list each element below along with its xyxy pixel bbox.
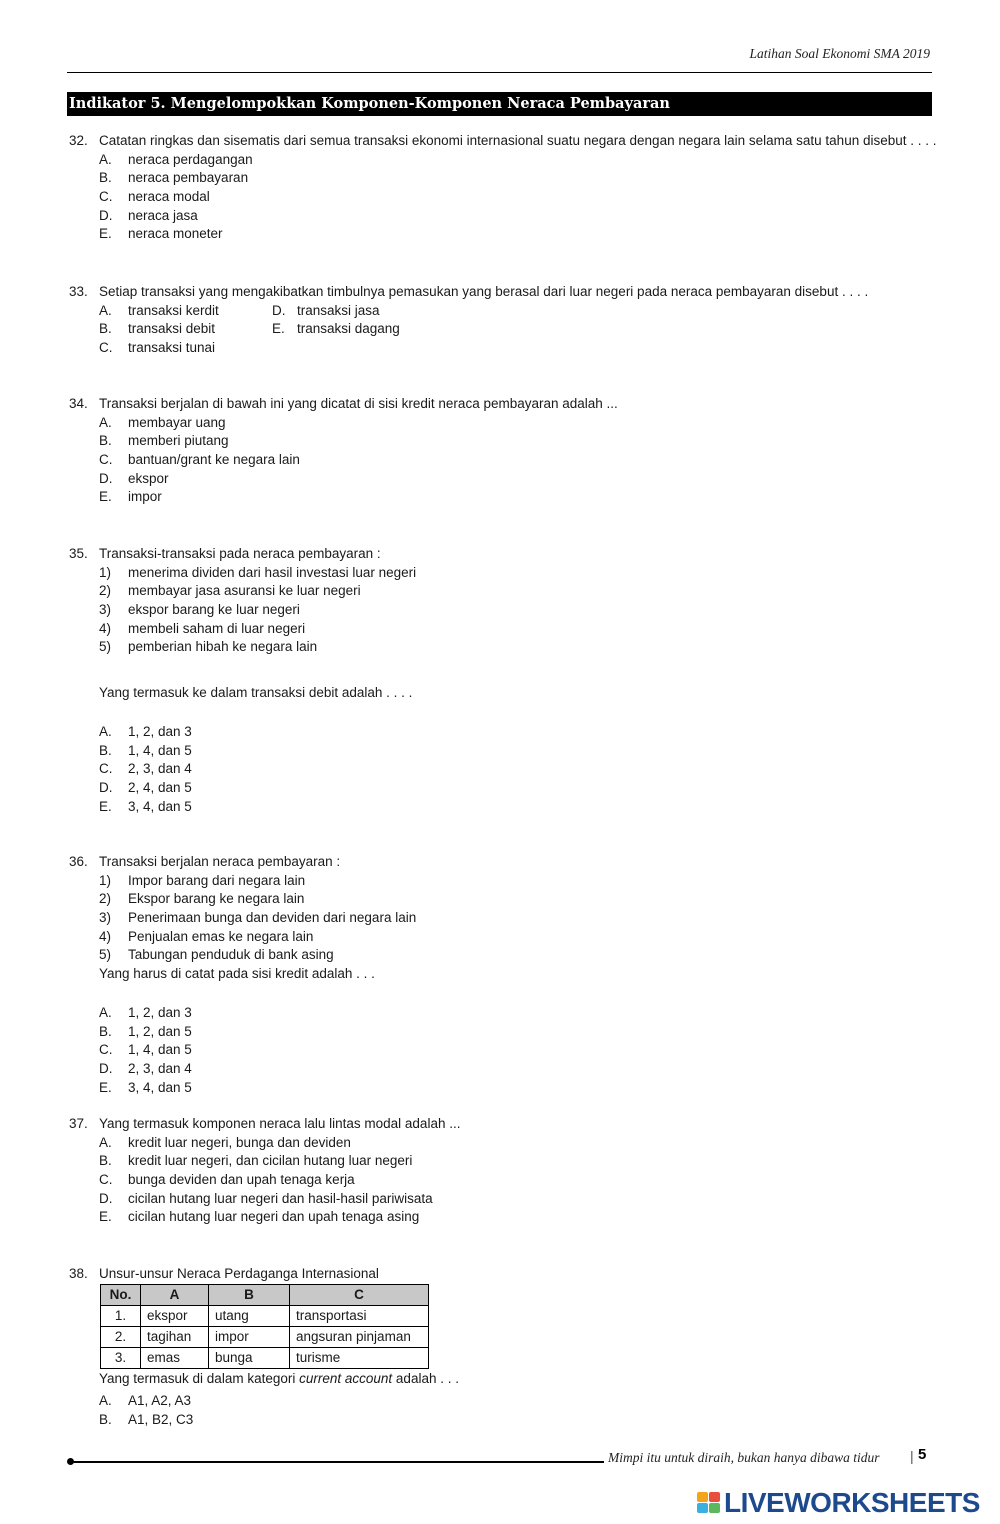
option-text: neraca pembayaran — [128, 170, 249, 186]
option-a[interactable] — [69, 1004, 375, 1023]
question-prompt: Yang harus di catat pada sisi kredit adalah . . . — [99, 966, 375, 982]
option-label: D. — [99, 207, 113, 223]
option-label: D. — [99, 1060, 113, 1076]
table-cell: ekspor — [141, 1305, 209, 1326]
option-label: B. — [99, 1023, 112, 1039]
option-text: 1, 4, dan 5 — [128, 742, 192, 758]
option-c[interactable] — [69, 760, 412, 779]
option-text: 1, 2, dan 3 — [128, 723, 192, 739]
table-row — [101, 1347, 429, 1368]
table-cell: 1. — [101, 1305, 141, 1326]
question-prompt: Yang termasuk ke dalam transaksi debit adalah . . . . — [99, 685, 413, 701]
unsur-table — [100, 1284, 429, 1369]
brand-name: LIVEWORKSHEETS — [724, 1487, 980, 1518]
table-header-cell: No. — [101, 1284, 141, 1305]
option-text: membayar uang — [128, 414, 226, 430]
table-cell: emas — [141, 1347, 209, 1368]
item-text: membeli saham di luar negeri — [128, 620, 306, 636]
section-title: Indikator 5. Mengelompokkan Komponen-Komponen Neraca Pembayaran — [67, 92, 932, 116]
item-text: pemberian hibah ke negara lain — [128, 639, 318, 655]
item-text: membayar jasa asuransi ke luar negeri — [128, 583, 361, 599]
table-cell: utang — [209, 1305, 290, 1326]
option-text: 2, 3, dan 4 — [128, 1060, 192, 1076]
option-d[interactable] — [69, 779, 412, 798]
option-label: B. — [99, 1412, 112, 1428]
option-label: D. — [99, 779, 113, 795]
option-label: A. — [99, 302, 112, 318]
page-number: 5 — [918, 1446, 927, 1463]
question-number: 37. — [69, 1116, 88, 1131]
question-text: Yang termasuk komponen neraca lalu lintas modal adalah ... — [99, 1116, 461, 1131]
option-label: A. — [99, 723, 112, 739]
footer-divider — [69, 1461, 604, 1463]
question-prompt — [69, 1370, 459, 1389]
option-text: kredit luar negeri, bunga dan deviden — [128, 1134, 351, 1150]
question-number: 38. — [69, 1266, 88, 1281]
option-text: A1, A2, A3 — [128, 1393, 192, 1409]
option-text: ekspor — [128, 470, 169, 486]
item-label: 4) — [99, 620, 112, 636]
list-item — [69, 601, 412, 620]
prompt-emphasis: current account — [299, 1370, 393, 1386]
item-text: Tabungan penduduk di bank asing — [128, 947, 334, 963]
footer-motto: Mimpi itu untuk diraih, bukan hanya dibawa tidur — [608, 1450, 880, 1465]
option-text: 1, 2, dan 3 — [128, 1004, 192, 1020]
option-label: B. — [99, 433, 112, 449]
option-text: neraca jasa — [128, 207, 198, 223]
option-text: transaksi dagang — [297, 321, 400, 337]
option-text: 2, 4, dan 5 — [128, 779, 192, 795]
option-text: transaksi kerdit — [128, 302, 219, 318]
option-b[interactable] — [69, 1023, 375, 1042]
option-text: impor — [128, 489, 162, 505]
option-label: B. — [99, 170, 112, 186]
option-label: D. — [272, 302, 286, 318]
liveworksheets-logo-icon — [697, 1492, 721, 1514]
option-text: neraca perdagangan — [128, 151, 253, 167]
option-label: C. — [99, 761, 113, 777]
question-text: Transaksi-transaksi pada neraca pembayaran : — [99, 546, 381, 561]
option-label: A. — [99, 1134, 112, 1150]
option-c[interactable] — [69, 1041, 375, 1060]
question-text: Transaksi berjalan neraca pembayaran : — [99, 854, 341, 869]
option-label: B. — [99, 742, 112, 758]
item-label: 5) — [99, 947, 112, 963]
option-label: C. — [99, 452, 113, 468]
table-cell: impor — [209, 1326, 290, 1347]
table-row — [101, 1305, 429, 1326]
option-b[interactable] — [99, 320, 216, 339]
item-label: 1) — [99, 872, 112, 888]
option-label: E. — [99, 1209, 112, 1225]
prompt-text: adalah . . . — [392, 1370, 459, 1386]
table-header-cell: A — [141, 1284, 209, 1305]
item-text: menerima dividen dari hasil investasi luar negeri — [128, 564, 417, 580]
item-label: 1) — [99, 564, 112, 580]
option-a[interactable] — [69, 1392, 459, 1411]
option-text: 2, 3, dan 4 — [128, 761, 192, 777]
question-text: Setiap transaksi yang mengakibatkan timbulnya pemasukan yang berasal dari luar negeri pada neraca pembayaran disebut . . . . — [99, 284, 869, 299]
option-label: E. — [99, 1079, 112, 1095]
question-38 — [69, 1265, 459, 1430]
item-text: ekspor barang ke luar negeri — [128, 602, 300, 618]
option-text: bunga deviden dan upah tenaga kerja — [128, 1172, 355, 1188]
table-cell: tagihan — [141, 1326, 209, 1347]
prompt-text: Yang termasuk di dalam kategori — [99, 1370, 300, 1386]
option-text: kredit luar negeri, dan cicilan hutang luar negeri — [128, 1153, 413, 1169]
option-label: A. — [99, 1393, 112, 1409]
option-label: C. — [99, 189, 113, 205]
item-label: 3) — [99, 910, 112, 926]
option-label: D. — [99, 1190, 113, 1206]
list-item — [69, 582, 412, 601]
list-item — [69, 638, 412, 657]
option-text: bantuan/grant ke negara lain — [128, 452, 300, 468]
question-text: Transaksi berjalan di bawah ini yang dicatat di sisi kredit neraca pembayaran adalah ... — [99, 396, 618, 411]
question-36 — [69, 853, 417, 1097]
option-text: transaksi tunai — [128, 340, 216, 356]
option-d[interactable] — [272, 302, 380, 321]
option-label: B. — [99, 1153, 112, 1169]
list-item — [69, 620, 412, 639]
question-35 — [69, 545, 417, 816]
table-cell: angsuran pinjaman — [290, 1326, 429, 1347]
option-text: transaksi jasa — [297, 302, 380, 318]
list-item — [69, 872, 375, 891]
option-text: 3, 4, dan 5 — [128, 798, 192, 814]
list-item — [69, 946, 375, 965]
table-cell: transportasi — [290, 1305, 429, 1326]
table-header-row — [101, 1284, 429, 1305]
option-label: B. — [99, 321, 112, 337]
list-item — [69, 564, 417, 583]
option-e[interactable] — [69, 1079, 375, 1098]
option-label: A. — [99, 1004, 112, 1020]
question-number: 34. — [69, 396, 88, 411]
question-number: 32. — [69, 133, 88, 148]
item-text: Impor barang dari negara lain — [128, 872, 306, 888]
option-a[interactable] — [99, 302, 219, 321]
question-text: Unsur-unsur Neraca Perdaganga Internasional — [99, 1266, 379, 1281]
table-cell: 3. — [101, 1347, 141, 1368]
question-text: Catatan ringkas dan sisematis dari semua transaksi ekonomi internasional suatu negara dengan negara lain selama satu tahun disebut . . . . — [99, 133, 937, 148]
table-cell: turisme — [290, 1347, 429, 1368]
option-text: A1, B2, C3 — [128, 1412, 194, 1428]
item-label: 4) — [99, 928, 112, 944]
option-text: cicilan hutang luar negeri dan upah tenaga asing — [128, 1209, 420, 1225]
item-label: 2) — [99, 583, 112, 599]
option-label: A. — [99, 151, 112, 167]
option-b[interactable] — [69, 742, 412, 761]
list-item — [69, 890, 375, 909]
item-text: Penjualan emas ke negara lain — [128, 928, 314, 944]
item-label: 2) — [99, 891, 112, 907]
list-item — [69, 928, 375, 947]
footer-separator: | — [910, 1448, 914, 1464]
option-label: C. — [99, 1172, 113, 1188]
option-text: cicilan hutang luar negeri dan hasil-hasil pariwisata — [128, 1190, 433, 1206]
question-number: 36. — [69, 854, 88, 869]
table-header-cell: B — [209, 1284, 290, 1305]
table-row — [101, 1326, 429, 1347]
option-a[interactable] — [69, 723, 412, 742]
option-label: C. — [99, 1042, 113, 1058]
item-label: 3) — [99, 602, 112, 618]
option-d[interactable] — [69, 1060, 375, 1079]
option-text: transaksi debit — [128, 321, 216, 337]
option-label: E. — [272, 321, 285, 337]
option-text: memberi piutang — [128, 433, 229, 449]
question-number: 33. — [69, 284, 88, 299]
option-e[interactable] — [272, 320, 400, 339]
option-text: neraca moneter — [128, 226, 223, 242]
option-e[interactable] — [69, 798, 412, 817]
option-label: E. — [99, 489, 112, 505]
option-text: 1, 2, dan 5 — [128, 1023, 192, 1039]
option-label: E. — [99, 798, 112, 814]
option-text: 3, 4, dan 5 — [128, 1079, 192, 1095]
table-cell: bunga — [209, 1347, 290, 1368]
table-header-cell: C — [290, 1284, 429, 1305]
item-text: Penerimaan bunga dan deviden dari negara lain — [128, 910, 417, 926]
question-number: 35. — [69, 546, 88, 561]
option-label: D. — [99, 470, 113, 486]
option-label: C. — [99, 340, 113, 356]
header-divider — [67, 72, 932, 73]
option-b[interactable] — [69, 1411, 459, 1430]
option-label: E. — [99, 226, 112, 242]
option-text: neraca modal — [128, 189, 210, 205]
list-item — [69, 909, 417, 928]
item-label: 5) — [99, 639, 112, 655]
header-title: Latihan Soal Ekonomi SMA 2019 — [749, 46, 930, 61]
option-c[interactable] — [99, 339, 216, 358]
option-label: A. — [99, 414, 112, 430]
option-text: 1, 4, dan 5 — [128, 1042, 192, 1058]
item-text: Ekspor barang ke negara lain — [128, 891, 305, 907]
table-cell: 2. — [101, 1326, 141, 1347]
